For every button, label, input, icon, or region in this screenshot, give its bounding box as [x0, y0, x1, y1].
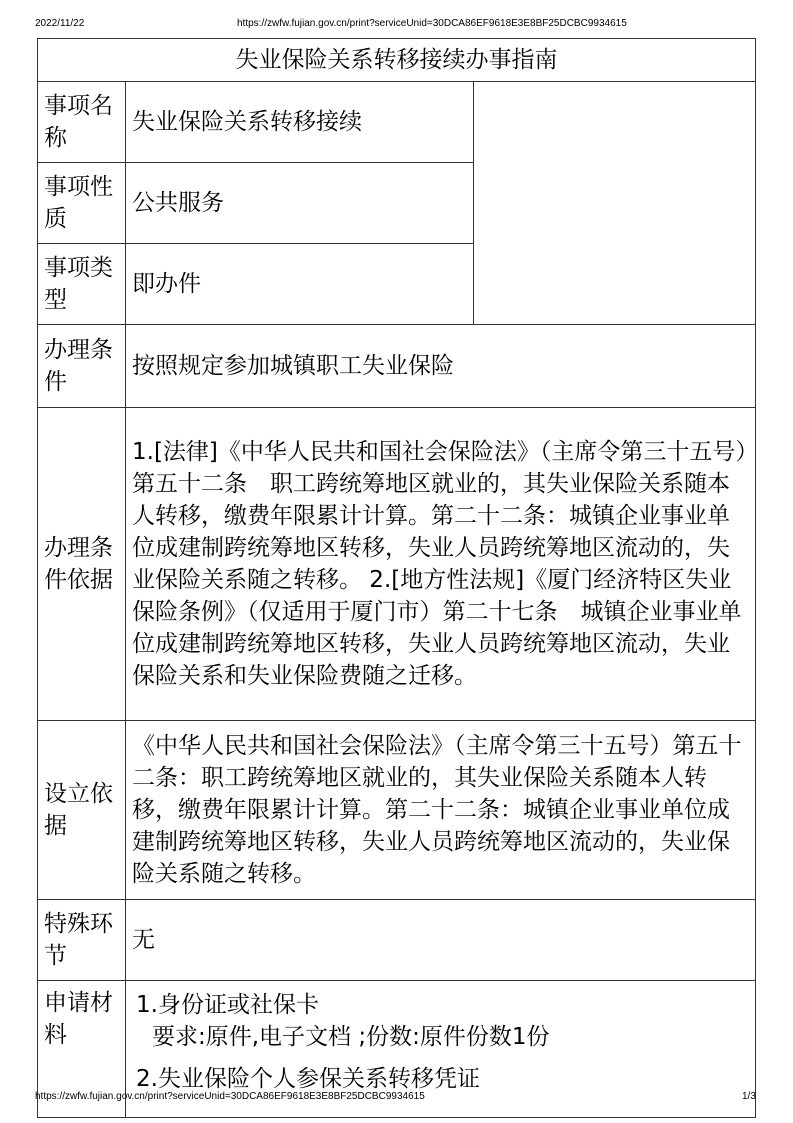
title-row [38, 39, 756, 82]
guide-title: 失业保险关系转移接续办事指南 [38, 39, 756, 82]
value-condition-basis: 1.[法律]《中华人民共和国社会保险法》（主席令第三十五号）第五十二条 职工跨统筹地区就业的，其失业保险关系随本人转移，缴费年限累计计算。第二十二条：城镇企业事业单位成建制跨统筹地区转移，失业人员跨统筹地区流动的，失业保险关系随之转移。 2.[地方性法规]《厦门经济特区失业保险条例》（仅适用于厦门市）第二十七条 城镇企业事业单位成建制跨统筹地区转移，失业人员跨统筹地区流动，失业保险关系和失业保险费随之迁移。 [126, 408, 756, 721]
value-setup-basis: 《中华人民共和国社会保险法》（主席令第三十五号）第五十二条：职工跨统筹地区就业的，其失业保险关系随本人转移，缴费年限累计计算。第二十二条：城镇企业事业单位成建制跨统筹地区转移，失业人员跨统筹地区流动的，失业保险关系随之转移。 [126, 721, 756, 900]
value-item-nature: 公共服务 [126, 163, 474, 244]
label-special-step: 特殊环节 [38, 900, 126, 981]
material-item-title: 2.失业保险个人参保关系转移凭证 [136, 1066, 480, 1092]
material-item-requirement: 要求:原件,电子文档 ;份数:原件份数1份 [152, 1024, 550, 1050]
row-special-step [38, 900, 756, 981]
label-item-nature: 事项性质 [38, 163, 126, 244]
blank-cell [474, 82, 756, 325]
materials-list [132, 985, 749, 1095]
value-item-type: 即办件 [126, 244, 474, 325]
row-setup-basis [38, 721, 756, 900]
value-special-step: 无 [126, 900, 756, 981]
label-item-type: 事项类型 [38, 244, 126, 325]
print-footer-url: https://zwfw.fujian.gov.cn/print?serviceUnid=30DCA86EF9618E3E8BF25DCBC9934615 [35, 1091, 425, 1102]
row-condition [38, 325, 756, 408]
value-condition: 按照规定参加城镇职工失业保险 [126, 325, 756, 408]
material-item-title: 1.身份证或社保卡 [136, 992, 319, 1018]
label-setup-basis: 设立依据 [38, 721, 126, 900]
print-date: 2022/11/22 [35, 18, 85, 29]
label-item-name: 事项名称 [38, 82, 126, 163]
label-condition: 办理条件 [38, 325, 126, 408]
value-item-name: 失业保险关系转移接续 [126, 82, 474, 163]
label-materials: 申请材料 [38, 981, 126, 1118]
row-condition-basis [38, 408, 756, 721]
label-condition-basis: 办理条件依据 [38, 408, 126, 721]
guide-table [37, 38, 756, 1118]
page-number: 1/3 [742, 1091, 756, 1102]
print-header-url: https://zwfw.fujian.gov.cn/print?serviceUnid=30DCA86EF9618E3E8BF25DCBC9934615 [237, 18, 627, 29]
row-item-name [38, 82, 756, 163]
